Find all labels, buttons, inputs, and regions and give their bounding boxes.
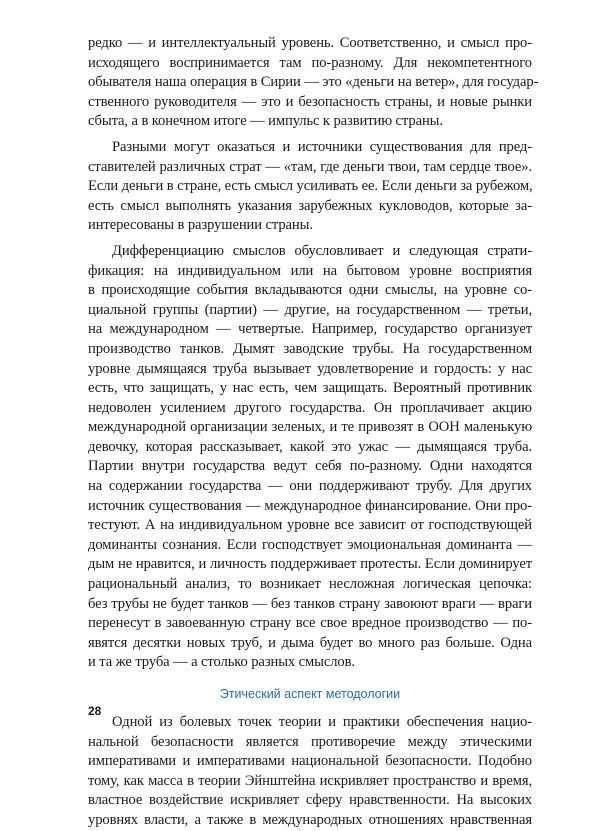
- section-paragraph: [88, 713, 532, 831]
- text-line: властное воздействие искривляет сферу нравственности. На высоких: [88, 792, 532, 809]
- document-page: [88, 34, 539, 831]
- text-line: фикация: на индивидуальном или на бытовом уровне восприятия: [88, 262, 532, 279]
- text-line: циальной группы (партии) — другие, на государственном — третьи,: [88, 301, 532, 318]
- page-number: 28: [88, 704, 102, 718]
- text-line: уровнях власти, а также в международных отношениях нравственная: [88, 811, 532, 828]
- text-line: на содержании государства — они поддерживают трубу. Для других: [88, 478, 532, 495]
- text-line: тому, как масса в теории Эйнштейна искривляет пространство и время,: [88, 772, 532, 789]
- text-line: международной организации зеленых, и те привозят в ООН маленькую: [88, 419, 532, 436]
- text-line: доминанты сознания. Если господствует эмоциональная доминанта —: [88, 536, 532, 553]
- text-line: ственного руководителя — это и безопасность страны, и новые рынки: [88, 93, 532, 110]
- text-line: девочку, которая рассказывает, какой это ужас — дымящаяся труба.: [88, 438, 532, 455]
- text-line: дым не нравится, и личность поддерживает протесты. Если доминирует: [88, 556, 532, 573]
- text-line: источник существования — международное финансирование. Они про-: [88, 497, 532, 514]
- text-line: Дифференциацию смыслов обусловливает и следующая страти-: [112, 242, 532, 259]
- text-line: Разными могут оказаться и источники существования для пред-: [112, 138, 532, 155]
- text-line: Если деньги в стране, есть смысл усиливать ее. Если деньги за рубежом,: [88, 178, 533, 195]
- text-line: производство танков. Дымят заводские трубы. На государственном: [88, 340, 532, 357]
- text-line: ставителей различных страт — «там, где деньги твои, там сердце твое».: [88, 158, 532, 175]
- text-line: недоволен усилением другого государства. Он проплачивает акцию: [88, 399, 532, 416]
- text-line: тестуют. А на индивидуальном уровне все зависит от господствующей: [88, 517, 532, 534]
- text-line: есть смысл выполнять указания зарубежных кукловодов, которые за-: [88, 197, 532, 214]
- text-line: сбыта, а в конечном итоге — импульс к развитию страны.: [88, 113, 443, 130]
- text-line: императивами и императивами национальной безопасности. Подобно: [88, 753, 532, 770]
- paragraph-2: [88, 138, 532, 236]
- text-line: без трубы не будет танков — без танков страну завоюют враги — враги: [88, 595, 532, 612]
- text-line: интересованы в разрушении страны.: [88, 217, 313, 234]
- text-line: и та же труба — а столько разных смыслов.: [88, 654, 355, 671]
- text-line: Партии внутри государства ведут себя по-разному. Одни находятся: [88, 458, 532, 475]
- text-line: на международном — четвертые. Например, государство организует: [88, 321, 532, 338]
- paragraph-3: [88, 242, 532, 673]
- text-line: в происходящие события вкладываются одни смыслы, на уровне со-: [88, 282, 532, 299]
- text-line: исходящего воспринимается там по-разному. Для некомпетентного: [88, 54, 532, 71]
- text-line: есть, что защищать, у нас есть, чем защищать. Вероятный противник: [88, 380, 532, 397]
- section-heading: Этический аспект методологии: [219, 687, 401, 701]
- text-line: явятся десятки новых труб, и дыма будет во много раз больше. Одна: [88, 634, 532, 651]
- paragraph-1: [88, 34, 539, 132]
- text-line: рациональный анализ, то возникает несложная логическая цепочка:: [88, 576, 532, 593]
- text-line: перенесут в завоеванную страну все свое вредное производство — по-: [88, 615, 532, 632]
- text-line: уровне дымящаяся труба вызывает удовлетворение и гордость: у нас: [88, 360, 532, 377]
- text-line: редко — и интеллектуальный уровень. Соответственно, и смысл про-: [88, 35, 532, 51]
- text-line: нальной безопасности является противоречие между этическими: [88, 733, 532, 750]
- text-line: обывателя наша операция в Сирии — это «деньги на ветер», для государ-: [88, 74, 539, 91]
- text-line: Одной из болевых точек теории и практики обеспечения нацио-: [112, 714, 532, 730]
